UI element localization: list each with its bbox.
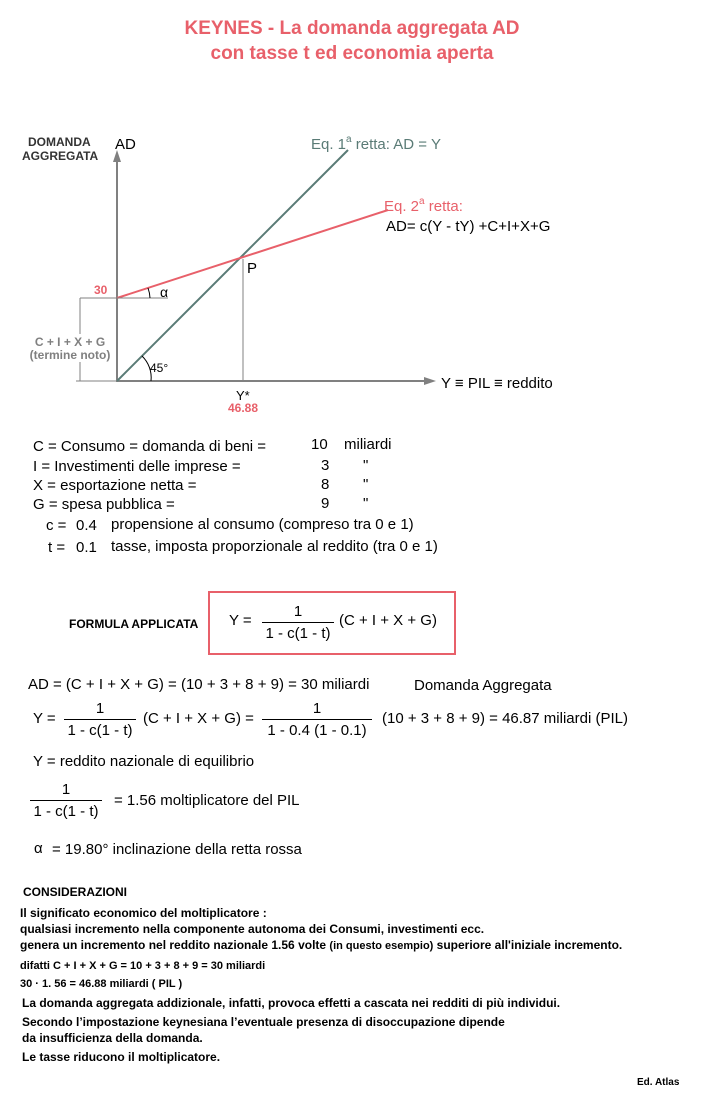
alpha-label: α: [160, 284, 169, 300]
line-ad-equals-y: [117, 150, 348, 381]
intercept-caption-1: C + I + X + G: [34, 335, 106, 349]
considerations-line: 30 · 1. 56 = 46.88 miliardi ( PIL ): [20, 978, 183, 990]
fraction-bar: [64, 719, 136, 720]
keynes-ad-diagram: [0, 0, 704, 420]
y-calc-rhs: (10 + 3 + 8 + 9) = 46.87 miliardi (PIL): [382, 710, 628, 727]
param-name: I = Investimenti delle imprese =: [33, 458, 241, 475]
considerations-line: Le tasse riducono il moltiplicatore.: [22, 1050, 221, 1064]
fraction-bar: [262, 622, 334, 623]
ad-calculation: AD = (C + I + X + G) = (10 + 3 + 8 + 9) = 30 miliardi: [28, 676, 370, 693]
multiplier-result: = 1.56 moltiplicatore del PIL: [114, 792, 300, 809]
param-value: 3: [321, 457, 330, 474]
considerations-line: Il significato economico del moltiplicatore :: [20, 906, 267, 920]
alpha-result: = 19.80° inclinazione della retta rossa: [52, 841, 302, 858]
formula-denominator: 1 - c(1 - t): [265, 625, 331, 642]
title-line-1: KEYNES - La domanda aggregata AD: [184, 18, 520, 39]
y-calc-den-1: 1 - c(1 - t): [67, 722, 133, 739]
formula-numerator: 1: [293, 603, 303, 620]
formula-rhs: (C + I + X + G): [339, 612, 437, 629]
alpha-symbol: α: [34, 840, 43, 857]
y-calc-num-1: 1: [95, 700, 105, 717]
considerations-line: qualsiasi incremento nella componente autonoma dei Consumi, investimenti ecc.: [20, 922, 485, 936]
ystar-value: 46.88: [228, 401, 259, 415]
formula-fraction: [262, 603, 334, 642]
x-axis-arrow: [424, 377, 436, 385]
param-value: 9: [321, 495, 330, 512]
y-calc-num-2: 1: [312, 700, 322, 717]
line-aggregate-demand: [117, 210, 388, 298]
fraction-bar: [262, 719, 372, 720]
formula-lhs: Y =: [229, 612, 252, 629]
param-name: C = Consumo = domanda di beni =: [33, 438, 267, 455]
y-calc-mid: (C + I + X + G) =: [143, 710, 254, 727]
ystar-label: Y*: [236, 388, 250, 403]
considerations-line: da insufficienza della domanda.: [22, 1031, 203, 1045]
param-name: X = esportazione netta =: [33, 477, 197, 494]
considerations-heading: CONSIDERAZIONI: [23, 885, 128, 899]
point-p-label: P: [247, 260, 258, 277]
considerations-line: Secondo l’impostazione keynesiana l’eventuale presenza di disoccupazione dipende: [22, 1015, 505, 1029]
y-calc-fraction-1: [64, 700, 136, 739]
rate-desc: propensione al consumo (compreso tra 0 e 1): [111, 516, 414, 533]
param-unit: miliardi: [344, 436, 392, 453]
alpha-arc: [148, 288, 150, 298]
rate-name: t =: [48, 539, 66, 556]
considerations-line: La domanda aggregata addizionale, infatti, provoca effetti a cascata nei redditi di più individui.: [22, 996, 561, 1010]
rate-desc: tasse, imposta proporzionale al reddito (tra 0 e 1): [111, 538, 438, 555]
ad-caption: Domanda Aggregata: [414, 677, 552, 694]
fraction-bar: [30, 800, 102, 801]
param-unit: ": [363, 495, 369, 512]
y-axis-label: AD: [115, 136, 136, 153]
param-unit: ": [363, 457, 369, 474]
line1-label: Eq. 1$^a$ retta: AD = Y: [311, 134, 441, 153]
line2-equation: AD= c(Y - tY) +C+I+X+G: [386, 218, 551, 235]
intercept-value: 30: [94, 283, 108, 297]
multiplier-num: 1: [61, 781, 71, 798]
rate-name: c =: [46, 517, 67, 534]
title-line-2: con tasse t ed economia aperta: [210, 43, 494, 64]
param-name: G = spesa pubblica =: [33, 496, 175, 513]
y-calc-lhs: Y =: [33, 710, 56, 727]
footer-credit: Ed. Atlas: [637, 1077, 680, 1088]
x-axis-label: Y ≡ PIL ≡ reddito: [441, 375, 553, 392]
y-calc-den-2: 1 - 0.4 (1 - 0.1): [267, 722, 367, 739]
y-definition: Y = reddito nazionale di equilibrio: [33, 753, 255, 770]
considerations-line: difatti C + I + X + G = 10 + 3 + 8 + 9 = 30 miliardi: [20, 960, 266, 972]
param-value: 10: [311, 436, 328, 453]
considerations-line: genera un incremento nel reddito nazionale 1.56 volte (in questo esempio) superiore all'iniziale incremento.: [20, 938, 623, 952]
intercept-caption-2: (termine noto): [29, 348, 111, 362]
multiplier-fraction: [30, 781, 102, 820]
param-value: 8: [321, 476, 330, 493]
rate-value: 0.1: [76, 539, 97, 556]
rate-value: 0.4: [76, 517, 97, 534]
angle-45-label: 45°: [150, 361, 169, 375]
line2-label: Eq. 2$^a$ retta:: [384, 196, 463, 215]
formula-label: FORMULA APPLICATA: [69, 617, 199, 631]
multiplier-den: 1 - c(1 - t): [33, 803, 99, 820]
param-unit: ": [363, 476, 369, 493]
y-axis-caption-1: DOMANDA: [28, 135, 91, 149]
y-axis-caption-2: AGGREGATA: [22, 149, 99, 163]
y-calc-fraction-2: [262, 700, 372, 739]
